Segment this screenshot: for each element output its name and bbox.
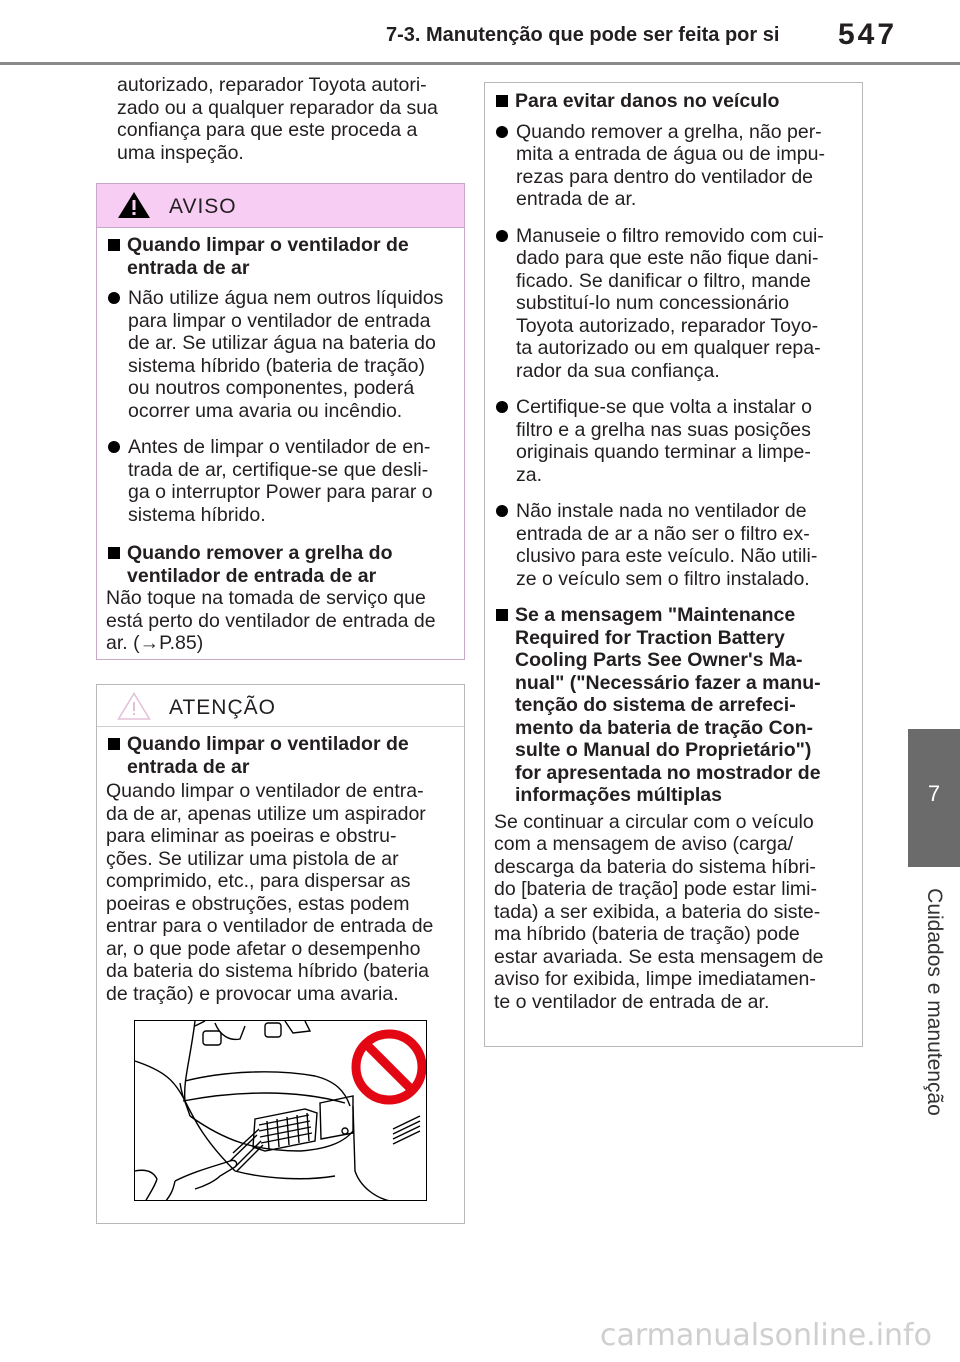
heading-line: for apresentada no mostrador de: [515, 761, 821, 784]
intro-line: confiança para que este proceda a: [117, 119, 418, 141]
text-line: de tração) e provocar uma avaria.: [106, 982, 399, 1005]
text-line: para eliminar as poeiras e obstru-: [106, 825, 397, 847]
text-line: descarga da bateria do sistema híbri-: [494, 855, 816, 878]
bullet-item: [494, 225, 854, 383]
section-heading: [106, 733, 456, 778]
text-line: Não toque na tomada de serviço que: [106, 587, 426, 609]
heading-line: entrada de ar: [127, 755, 250, 778]
text-line: te o ventilador de entrada de ar.: [494, 990, 770, 1013]
text-line: mita a entrada de água ou de impu-: [516, 143, 825, 165]
text-line: Não utilize água nem outros líquidos: [128, 287, 444, 309]
text-line: Antes de limpar o ventilador de en-: [128, 436, 431, 458]
heading-line: Cooling Parts See Owner's Ma-: [515, 649, 803, 671]
chapter-number: 7: [927, 781, 941, 806]
round-bullet-icon: [496, 230, 508, 242]
round-bullet-icon: [108, 292, 120, 304]
text-line: ar, o que pode afetar o desempenho: [106, 937, 421, 960]
square-bullet-icon: [108, 547, 120, 559]
heading-line: Quando remover a grelha do: [127, 542, 393, 564]
page-number: 547: [838, 18, 898, 51]
section-heading: [494, 90, 854, 113]
round-bullet-icon: [496, 505, 508, 517]
heading-line: Quando limpar o ventilador de: [127, 234, 409, 256]
text-line: ta autorizado ou em qualquer repa-: [516, 337, 821, 359]
text-line: Não instale nada no ventilador de: [516, 500, 807, 522]
text-line: ocorrer uma avaria ou incêndio.: [128, 399, 403, 422]
warning-title: AVISO: [169, 195, 237, 218]
text-line: rador da sua confiança.: [516, 359, 720, 382]
text-line: com a mensagem de aviso (carga/: [494, 833, 794, 855]
section-title: 7-3. Manutenção que pode ser feita por si: [386, 24, 780, 46]
text-line: estar avariada. Se esta mensagem de: [494, 945, 824, 968]
text-line: za.: [516, 463, 543, 486]
caution-title: ATENÇÃO: [169, 696, 276, 719]
caution-triangle-icon: [117, 692, 151, 720]
page-reference-link[interactable]: ar. (→P.85): [106, 632, 204, 654]
bullet-item: [106, 436, 456, 526]
text-line: poeiras e obstruções, estas podem: [106, 892, 410, 915]
intro-line: uma inspeção.: [117, 141, 244, 164]
text-line: clusivo para este veículo. Não utili-: [516, 545, 818, 567]
vacuum-cleaning-illustration: [134, 1020, 427, 1201]
heading-line: informações múltiplas: [515, 784, 722, 806]
text-line: comprimido, etc., para dispersar as: [106, 870, 411, 892]
warning-triangle-icon: [117, 191, 151, 219]
paragraph: [106, 780, 456, 1005]
section-heading: [106, 234, 456, 279]
heading-line: Para evitar danos no veículo: [515, 90, 780, 112]
text-line: Toyota autorizado, reparador Toyo-: [516, 314, 819, 337]
heading-line: Se a mensagem "Maintenance: [515, 604, 796, 626]
text-line: sistema híbrido (bateria de tração): [128, 354, 425, 377]
text-line: está perto do ventilador de entrada de: [106, 609, 436, 632]
text-line: Quando limpar o ventilador de entra-: [106, 780, 424, 802]
text-line: ze o veículo sem o filtro instalado.: [516, 567, 810, 590]
paragraph: [494, 811, 854, 1014]
text-line: aviso for exibida, limpe imediatamen-: [494, 968, 816, 990]
heading-line: tenção do sistema de arrefeci-: [515, 694, 796, 716]
round-bullet-icon: [496, 401, 508, 413]
warning-box: [96, 183, 465, 660]
text-line: substituí-lo num concessionário: [516, 292, 790, 314]
text-line: Certifique-se que volta a instalar o: [516, 396, 812, 418]
text-line: trada de ar, certifique-se que desli-: [128, 458, 429, 481]
bullet-item: [494, 396, 854, 486]
text-line: filtro e a grelha nas suas posições: [516, 418, 811, 441]
intro-paragraph: [117, 74, 467, 164]
section-heading: [494, 604, 854, 807]
text-line: sistema híbrido.: [128, 503, 266, 526]
intro-line: autorizado, reparador Toyota autori-: [117, 74, 427, 96]
text-line: rezas para dentro do ventilador de: [516, 165, 814, 188]
square-bullet-icon: [108, 239, 120, 251]
text-line: Manuseie o filtro removido com cui-: [516, 224, 824, 247]
text-line: da bateria do sistema híbrido (bateria: [106, 960, 430, 982]
text-line: Quando remover a grelha, não per-: [516, 120, 822, 143]
heading-line: nual" ("Necessário fazer a manu-: [515, 671, 821, 694]
text-line: ma híbrido (bateria de tração) pode: [494, 923, 800, 945]
chapter-label: Cuidados e manutenção: [923, 888, 946, 1116]
text-line: ou noutros componentes, poderá: [128, 377, 415, 399]
square-bullet-icon: [496, 95, 508, 107]
intro-line: zado ou a qualquer reparador da sua: [117, 96, 438, 119]
bullet-item: [106, 287, 456, 422]
text-line: ga o interruptor Power para parar o: [128, 481, 433, 503]
heading-line: entrada de ar: [127, 256, 250, 279]
text-line: de ar. Se utilizar água na bateria do: [128, 332, 436, 354]
section-heading: [106, 542, 456, 587]
caution-box: [96, 684, 465, 1224]
prohibited-icon: [349, 1027, 427, 1107]
text-line: para limpar o ventilador de entrada: [128, 309, 431, 332]
caution-box-header: [97, 685, 464, 727]
warning-box-header: [97, 184, 464, 228]
text-line: dado para que este não fique dani-: [516, 247, 819, 269]
text-line: entrar para o ventilador de entrada de: [106, 915, 434, 937]
header-rule: [0, 62, 960, 65]
text-line: originais quando terminar a limpe-: [516, 441, 811, 463]
text-line: Se continuar a circular com o veículo: [494, 810, 814, 833]
round-bullet-icon: [496, 126, 508, 138]
text-line: tada) a ser exibida, a bateria do siste-: [494, 900, 821, 923]
text-line: ficado. Se danificar o filtro, mande: [516, 269, 811, 292]
heading-line: sulte o Manual do Proprietário"): [515, 739, 812, 761]
heading-line: Quando limpar o ventilador de: [127, 733, 409, 755]
text-line: ções. Se utilizar uma pistola de ar: [106, 847, 399, 870]
square-bullet-icon: [108, 738, 120, 750]
bullet-item: [494, 500, 854, 590]
paragraph: [106, 587, 456, 655]
heading-line: Required for Traction Battery: [515, 626, 785, 649]
chapter-tab[interactable]: [908, 729, 960, 867]
text-line: entrada de ar.: [516, 188, 637, 210]
heading-line: ventilador de entrada de ar: [127, 564, 377, 587]
square-bullet-icon: [496, 609, 508, 621]
watermark: carmanualsonline.info: [600, 1318, 932, 1353]
text-line: da de ar, apenas utilize um aspirador: [106, 802, 426, 825]
round-bullet-icon: [108, 441, 120, 453]
bullet-item: [494, 121, 854, 211]
text-line: entrada de ar a não ser o filtro ex-: [516, 522, 810, 545]
text-line: do [bateria de tração] pode estar limi-: [494, 878, 818, 900]
info-box: [484, 82, 863, 1047]
heading-line: mento da bateria de tração Con-: [515, 716, 813, 739]
